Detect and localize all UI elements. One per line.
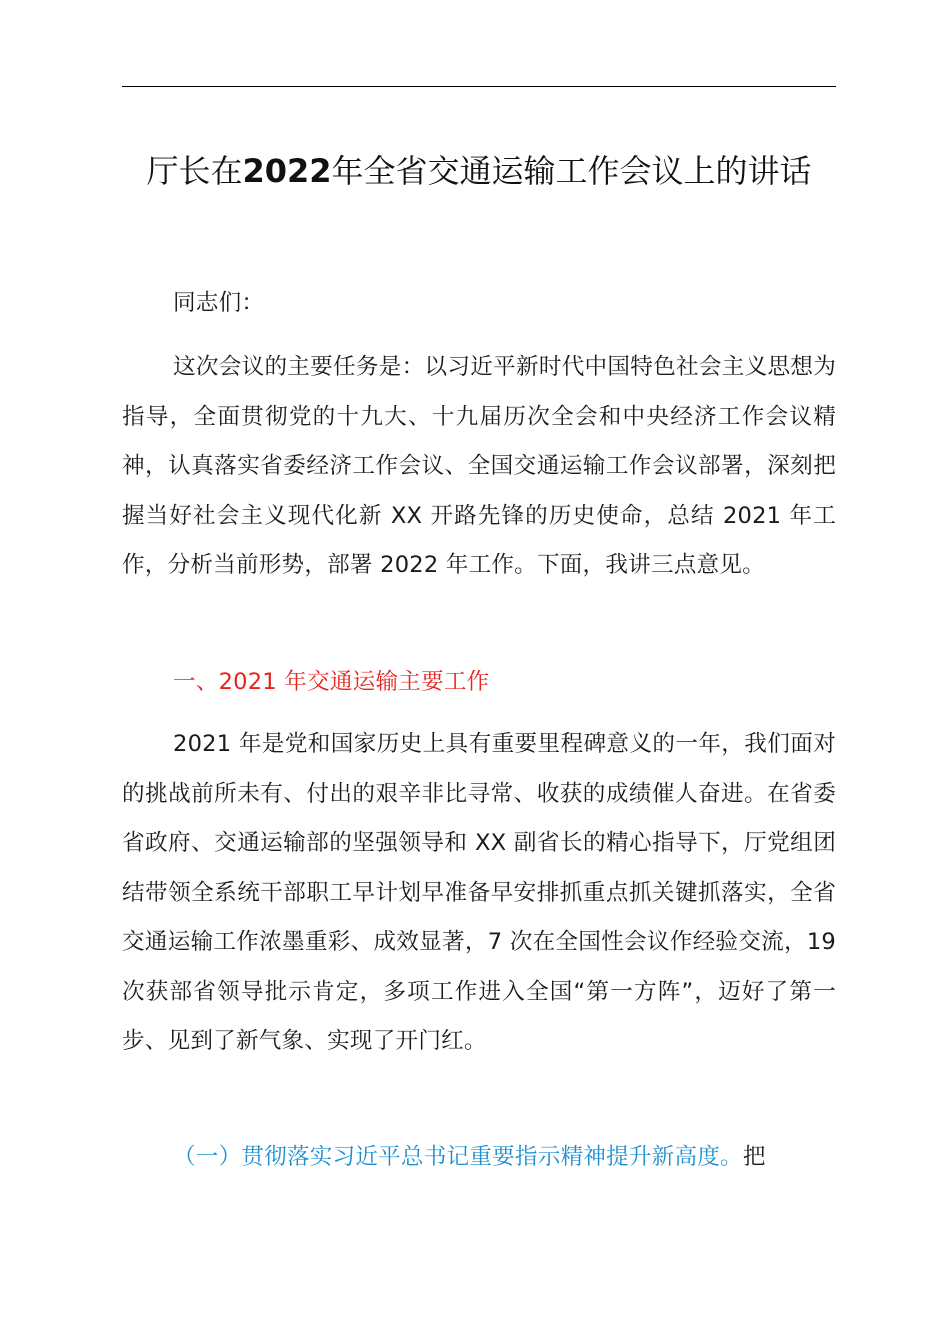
subsection-heading: （一）贯彻落实习近平总书记重要指示精神提升新高度。 — [173, 1144, 743, 1170]
section-heading: 一、2021 年交通运输主要工作 — [173, 669, 490, 695]
intro-paragraph: 这次会议的主要任务是：以习近平新时代中国特色社会主义思想为指导，全面贯彻党的十九大、十九届历次全会和中央经济工作会议精神，认真落实省委经济工作会议、全国交通运输工作会议部署，深刻把握当好社会主义现代化新 XX 开路先锋的历史使命，总结 2021 年工作，分析当前形势，部署 2022 年工作。下面，我讲三点意见。 — [122, 354, 836, 578]
header-rule — [122, 86, 836, 87]
title-prefix: 厅长在 — [146, 152, 243, 190]
subsection-heading-line — [122, 1133, 836, 1183]
greeting: 同志们： — [173, 290, 265, 316]
title-year: 2022 — [242, 152, 332, 190]
section-paragraph: 2021 年是党和国家历史上具有重要里程碑意义的一年，我们面对的挑战前所未有、付出的艰辛非比寻常、收获的成绩催人奋进。在省委省政府、交通运输部的坚强领导和 XX 副省长的精心指导下，厅党组团结带领全系统干部职工早计划早准备早安排抓重点抓关键抓落实，全省交通运输工作浓墨重彩、成效显著，7 次在全国性会议作经验交流，19 次获部省领导批示肯定，多项工作进入全国“第一方阵”，迈好了第一步、见到了新气象、实现了开门红。 — [122, 731, 836, 1054]
title-suffix: 年全省交通运输工作会议上的讲话 — [331, 152, 812, 190]
document-title — [122, 146, 836, 196]
subsection-trailing-text: 把 — [742, 1144, 766, 1170]
